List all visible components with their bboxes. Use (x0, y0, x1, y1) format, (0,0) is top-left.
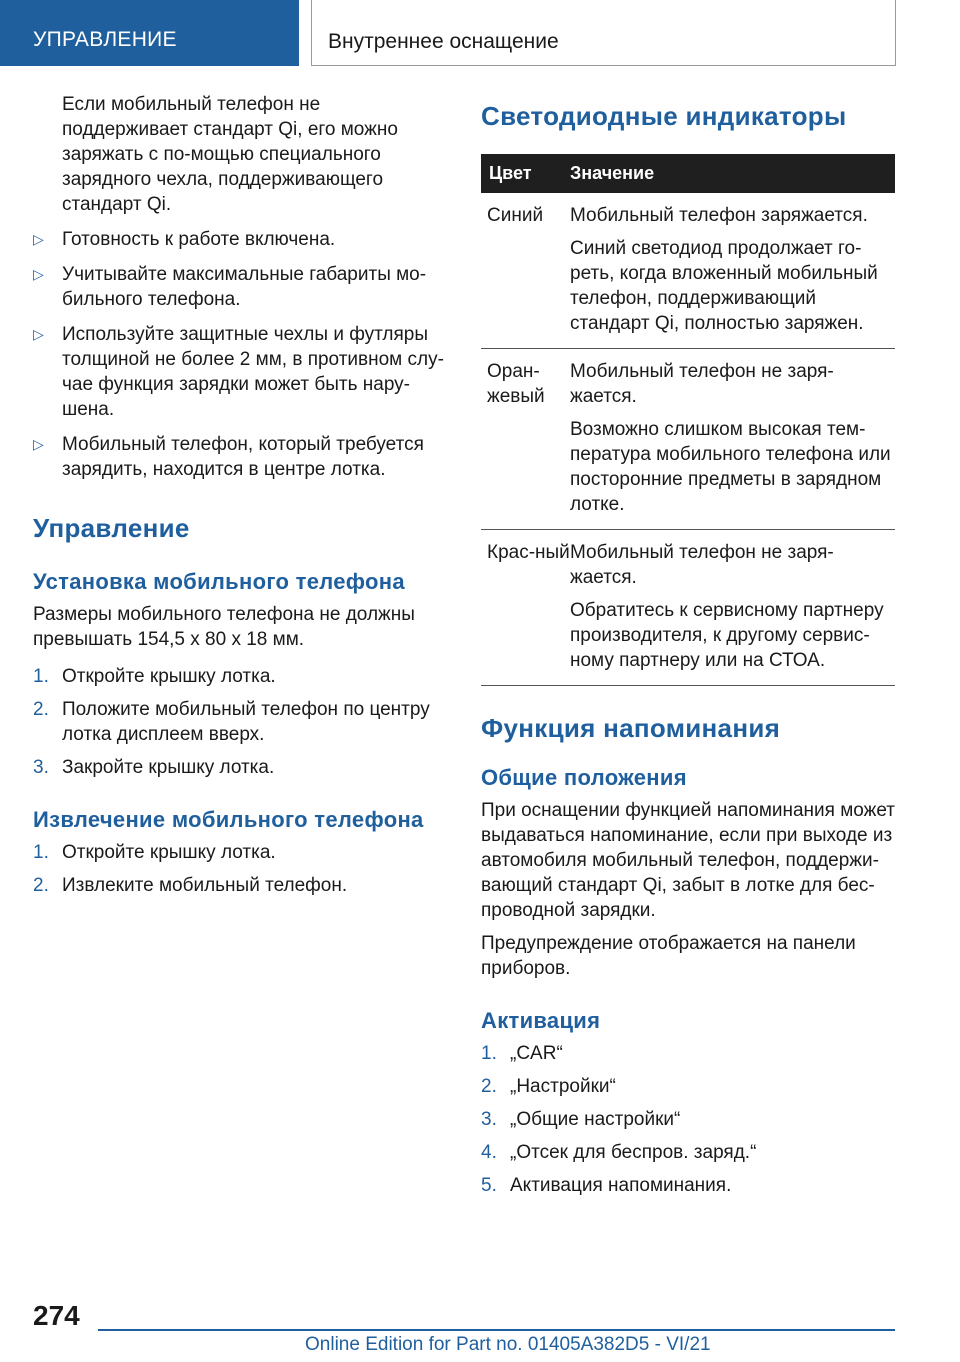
triangle-bullet-icon: ▷ (33, 231, 44, 247)
cell-color: Оран-жевый (487, 361, 545, 407)
activation-step (481, 1173, 895, 1198)
bullet-text: Учитывайте максимальные габариты мо-бильного телефона. (62, 264, 427, 310)
led-table (481, 154, 895, 686)
activation-step (481, 1074, 895, 1099)
table-header (481, 154, 895, 193)
step-text: Активация напоминания. (510, 1175, 732, 1196)
triangle-bullet-icon: ▷ (33, 326, 44, 342)
bullet-item (33, 322, 451, 422)
column-header-meaning: Значение (570, 163, 655, 183)
insert-step (33, 697, 451, 747)
table-row (481, 349, 895, 530)
meaning-detail: Синий светодиод продолжает го-реть, когда вложенный мобильный телефон, поддерживающий стандарт Qi, полностью заряжен. (570, 238, 878, 334)
meaning-detail: Обратитесь к сервисному партнеру производителя, к другому сервис-ному партнеру или на СТОА. (570, 600, 884, 671)
cell-meaning (570, 540, 895, 673)
step-number: 1. (33, 666, 49, 687)
step-number: 2. (33, 699, 49, 720)
control-heading: Управление (33, 513, 190, 543)
led-heading: Светодиодные индикаторы (481, 101, 847, 131)
step-number: 3. (33, 757, 49, 778)
chapter-title: Внутреннее оснащение (328, 30, 559, 53)
column-header-color: Цвет (489, 163, 532, 183)
meaning-text: Мобильный телефон заряжается. (570, 205, 868, 226)
step-text: „Отсек для беспров. заряд.“ (510, 1142, 757, 1163)
section-tab (0, 0, 299, 66)
table-row (481, 193, 895, 349)
remove-step (33, 873, 451, 898)
page-number: 274 (33, 1300, 80, 1331)
step-number: 2. (481, 1076, 497, 1097)
insert-heading: Установка мобильного телефона (33, 569, 405, 594)
warning-paragraph: Предупреждение отображается на панели приборов. (481, 933, 856, 979)
insert-paragraph: Размеры мобильного телефона не должны превышать 154,5 х 80 х 18 мм. (33, 604, 415, 650)
edition-link[interactable]: Online Edition for Part no. 01405A382D5 - VI/21 (305, 1334, 711, 1355)
step-text: Откройте крышку лотка. (62, 842, 276, 863)
chapter-tab (311, 0, 896, 66)
remove-heading: Извлечение мобильного телефона (33, 807, 424, 832)
general-paragraph: При оснащении функцией напоминания может выдаваться напоминание, если при выходе из автомобиля мобильный телефон, поддержи-вающий стандарт Qi, забыт в лотке для бес-проводной зарядки. (481, 800, 895, 921)
cell-color: Крас-ный (487, 542, 570, 563)
step-text: „Настройки“ (510, 1076, 616, 1097)
general-heading: Общие положения (481, 765, 687, 790)
meaning-text: Мобильный телефон не заря-жается. (570, 361, 834, 407)
meaning-text: Мобильный телефон не заря-жается. (570, 542, 834, 588)
intro-paragraph: Если мобильный телефон не поддерживает стандарт Qi, его можно заряжать с по-мощью специального зарядного чехла, поддерживающего стандарт Qi. (62, 94, 398, 215)
bullet-text: Используйте защитные чехлы и футляры толщиной не более 2 мм, в противном слу-чае функция зарядки может быть нару-шена. (62, 324, 444, 420)
bullet-item (33, 262, 451, 312)
activation-step (481, 1140, 895, 1165)
section-title: УПРАВЛЕНИЕ (33, 28, 177, 51)
step-text: Извлеките мобильный телефон. (62, 875, 348, 896)
step-number: 4. (481, 1142, 497, 1163)
activation-heading: Активация (481, 1008, 601, 1033)
step-text: Закройте крышку лотка. (62, 757, 275, 778)
step-number: 1. (481, 1043, 497, 1064)
bullet-text: Мобильный телефон, который требуется зарядить, находится в центре лотка. (62, 434, 424, 480)
step-number: 3. (481, 1109, 497, 1130)
left-column (33, 92, 451, 898)
activation-step (481, 1107, 895, 1132)
activation-step (481, 1041, 895, 1066)
step-number: 1. (33, 842, 49, 863)
triangle-bullet-icon: ▷ (33, 436, 44, 452)
remove-step (33, 840, 451, 865)
table-row (481, 530, 895, 686)
cell-meaning (570, 203, 895, 336)
bullet-item (33, 432, 451, 482)
step-number: 2. (33, 875, 49, 896)
step-number: 5. (481, 1175, 497, 1196)
step-text: „CAR“ (510, 1043, 563, 1064)
step-text: Положите мобильный телефон по центру лотка дисплеем вверх. (62, 699, 430, 745)
bullet-item (33, 227, 451, 252)
reminder-heading: Функция напоминания (481, 713, 781, 743)
cell-color: Синий (487, 205, 544, 226)
insert-step (33, 664, 451, 689)
meaning-detail: Возможно слишком высокая тем-пература мобильного телефона или посторонние предметы в зарядном лотке. (570, 419, 891, 515)
bullet-text: Готовность к работе включена. (62, 229, 336, 250)
triangle-bullet-icon: ▷ (33, 266, 44, 282)
right-column (481, 100, 895, 1198)
footer-divider (98, 1329, 895, 1331)
cell-meaning (570, 359, 895, 517)
step-text: „Общие настройки“ (510, 1109, 681, 1130)
step-text: Откройте крышку лотка. (62, 666, 276, 687)
insert-step (33, 755, 451, 780)
